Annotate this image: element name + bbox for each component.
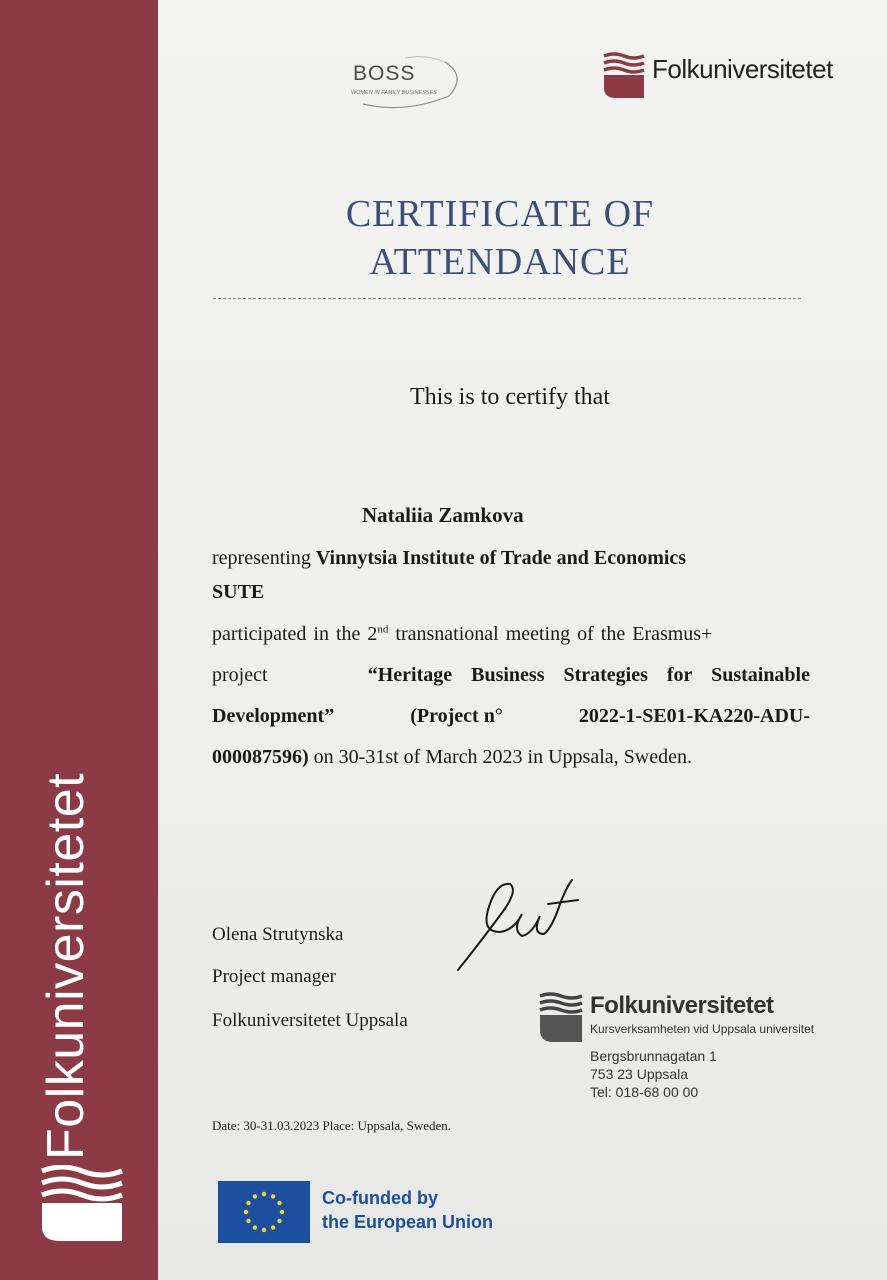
participated-suffix: transnational meeting of the Erasmus+ <box>388 623 713 645</box>
recipient-name: Nataliia Zamkova <box>362 503 524 527</box>
eu-cofunded-line2: the European Union <box>322 1212 493 1232</box>
certificate-title <box>200 190 800 286</box>
institution-name-line2: SUTE <box>212 581 265 603</box>
stamp-phone: Tel: 018-68 00 00 <box>590 1084 699 1100</box>
ordinal-suffix: nd <box>377 623 389 636</box>
meeting-line <box>212 746 692 769</box>
meeting-details: on 30-31st of March 2023 in Uppsala, Sweden. <box>308 746 692 768</box>
project-label: project <box>212 664 268 686</box>
folkuniversitetet-logo-icon <box>602 52 646 100</box>
project-title-part1: “Heritage Business Strategies for Sustainable <box>367 664 810 686</box>
stamp-address-line1: Bergsbrunnagatan 1 <box>590 1048 717 1064</box>
boss-logo <box>345 52 467 112</box>
project-code-label: (Project n° <box>410 705 503 727</box>
stamp-logo-icon <box>538 992 584 1044</box>
signatory-role: Project manager <box>212 966 336 987</box>
stamp-title: Folkuniversitetet <box>590 992 774 1019</box>
boss-logo-subtitle: WOMEN IN FAMILY BUSINESSES <box>351 90 437 96</box>
handwritten-signature <box>452 870 582 980</box>
project-code-part2: 000087596) <box>212 746 309 768</box>
representing-line <box>212 547 686 570</box>
project-code-part1: 2022-1-SE01-KA220-ADU- <box>578 705 810 727</box>
title-divider <box>213 298 801 299</box>
boss-logo-title: BOSS <box>353 62 416 85</box>
participated-line <box>212 623 712 646</box>
certificate-title-line1: CERTIFICATE OF <box>345 193 655 235</box>
certify-text: This is to certify that <box>410 384 610 410</box>
stamp-subtitle: Kursverksamheten vid Uppsala universitet <box>590 1022 815 1036</box>
signatory-organization: Folkuniversitetet Uppsala <box>212 1010 408 1031</box>
stamp-address-line2: 753 23 Uppsala <box>590 1066 689 1082</box>
project-line <box>212 664 810 687</box>
certificate-title-line2: ATTENDANCE <box>369 241 631 283</box>
project-title-part2: Development” <box>212 705 335 727</box>
eu-cofunded-text <box>322 1186 493 1234</box>
project-code-line <box>212 705 810 728</box>
participated-prefix: participated in the 2 <box>212 623 378 645</box>
representing-label: representing <box>212 547 311 569</box>
eu-flag <box>218 1181 310 1243</box>
organization-stamp <box>538 992 878 1102</box>
folkuniversitetet-logo-text: Folkuniversitetet <box>652 54 833 84</box>
side-band-brand-text: Folkuniversitetet <box>37 772 95 1160</box>
eu-cofunded-line1: Co-funded by <box>322 1188 438 1208</box>
folkuniversitetet-side-logo-icon <box>38 1165 128 1245</box>
signatory-name: Olena Strutynska <box>212 924 344 945</box>
eu-stars-icon <box>218 1181 310 1243</box>
side-band <box>0 0 158 1280</box>
date-place-line: Date: 30-31.03.2023 Place: Uppsala, Sweden. <box>212 1118 452 1133</box>
institution-name-line1: Vinnytsia Institute of Trade and Economics <box>315 547 687 569</box>
folkuniversitetet-top-logo <box>602 52 872 102</box>
